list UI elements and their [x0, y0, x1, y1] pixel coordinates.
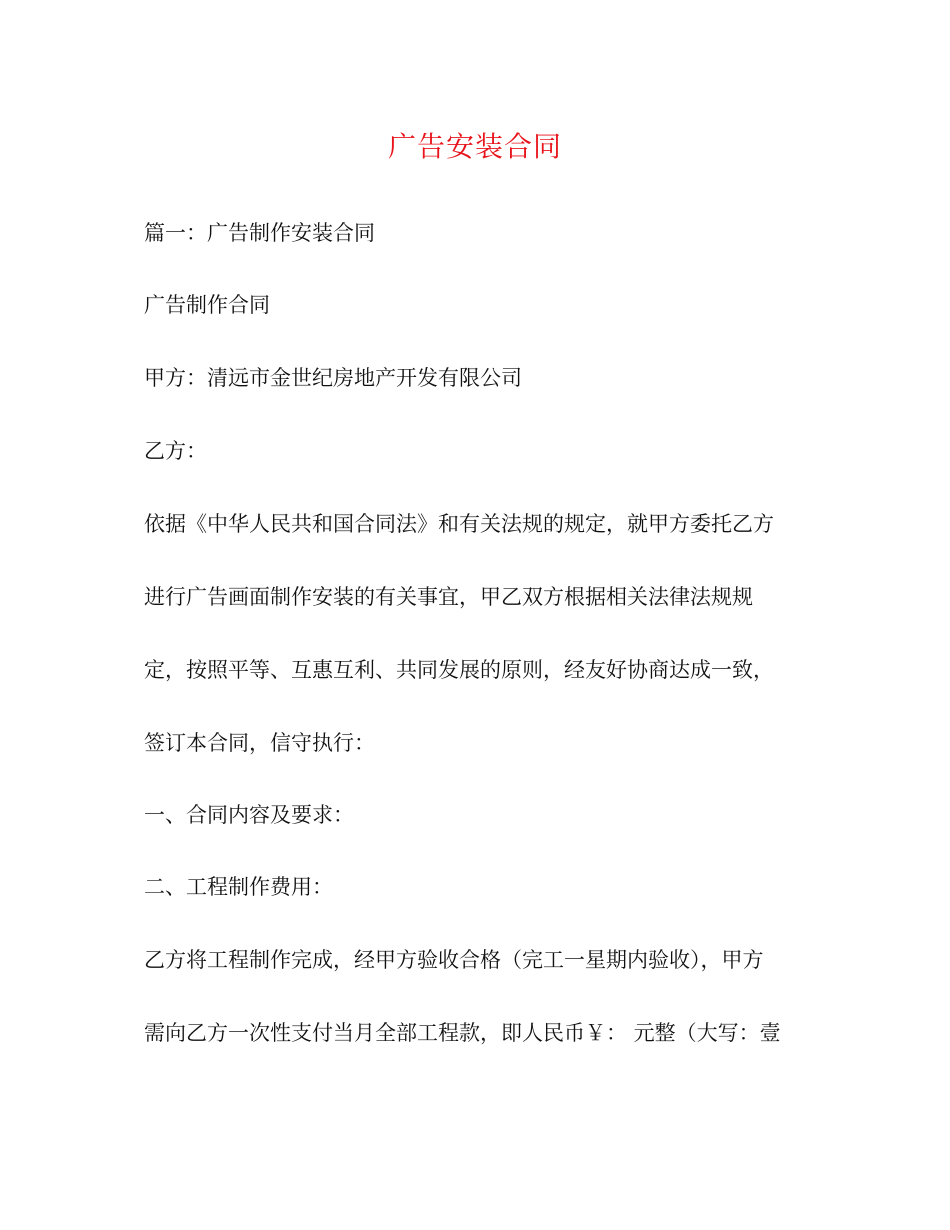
body-paragraph-line: 进行广告画面制作安装的有关事宜，甲乙双方根据相关法律法规规 [144, 585, 753, 609]
document-title: 广告安装合同 [387, 130, 562, 163]
party-a: 甲方：清远市金世纪房地产开发有限公司 [144, 366, 522, 390]
body-paragraph-line: 定，按照平等、互惠互利、共同发展的原则，经友好协商达成一致， [144, 658, 774, 682]
body-paragraph-line: 签订本合同，信守执行： [144, 731, 375, 755]
section-heading: 篇一：广告制作安装合同 [144, 221, 375, 245]
body-paragraph-line: 依据《中华人民共和国合同法》和有关法规的规定，就甲方委托乙方 [144, 512, 774, 536]
party-b: 乙方： [144, 439, 207, 463]
body-paragraph-line: 乙方将工程制作完成，经甲方验收合格（完工一星期内验收），甲方 [144, 948, 764, 972]
clause-heading-2: 二、工程制作费用： [144, 875, 333, 899]
clause-heading-1: 一、合同内容及要求： [144, 803, 354, 827]
contract-subtitle: 广告制作合同 [144, 293, 270, 317]
body-paragraph-line: 需向乙方一次性支付当月全部工程款，即人民币￥： 元整（大写：壹 [144, 1021, 781, 1045]
